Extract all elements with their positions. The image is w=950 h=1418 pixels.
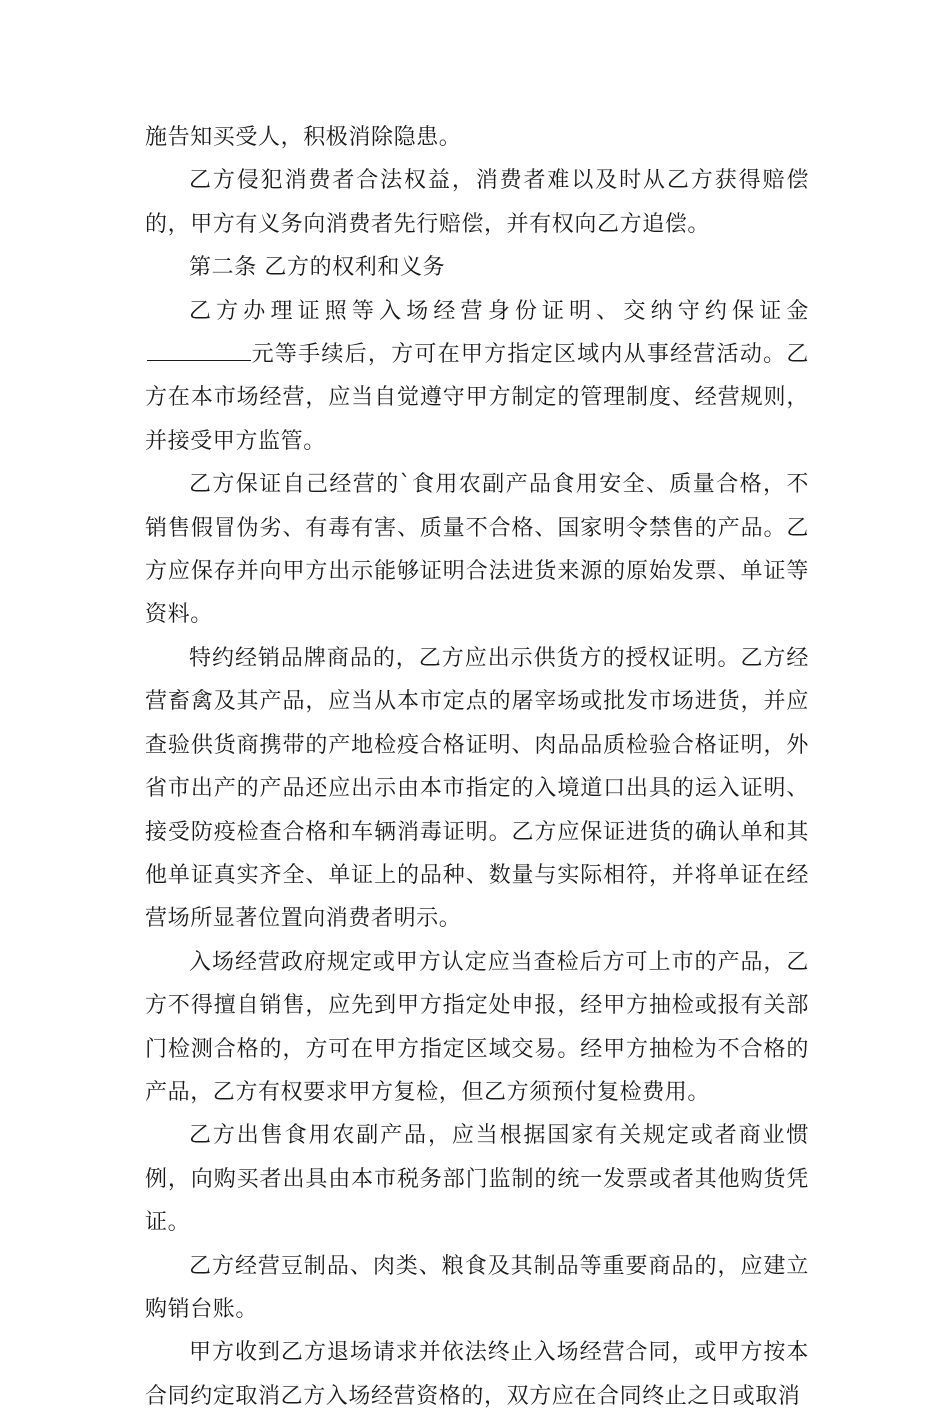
paragraph: 乙方出售食用农副产品，应当根据国家有关规定或者商业惯例，向购买者出具由本市税务部门监制的统一发票或者其他购货凭证。 <box>145 1123 809 1236</box>
paragraph: 乙方侵犯消费者合法权益，消费者难以及时从乙方获得赔偿的，甲方有义务向消费者先行赔偿，并有权向乙方追偿。 <box>145 168 809 237</box>
paragraph: 特约经销品牌商品的，乙方应出示供货方的授权证明。乙方经营畜禽及其产品，应当从本市定点的屠宰场或批发市场进货，并应查验供货商携带的产地检疫合格证明、肉品品质检验合格证明，外省市出产的产品还应出示由本市指定的入境道口出具的运入证明、接受防疫检查合格和车辆消毒证明。乙方应保证进货的确认单和其他单证真实齐全、单证上的品种、数量与实际相符，并将单证在经营场所显著位置向消费者明示。 <box>145 645 809 932</box>
paragraph-with-blank <box>145 290 809 464</box>
paragraph: 入场经营政府规定或甲方认定应当查检后方可上市的产品，乙方不得擅自销售，应先到甲方指定处申报，经甲方抽检或报有关部门检测合格的，方可在甲方指定区域交易。经甲方抽检为不合格的产品，乙方有权要求甲方复检，但乙方须预付复检费用。 <box>145 949 809 1105</box>
paragraph: 乙方经营豆制品、肉类、粮食及其制品等重要商品的，应建立购销台账。 <box>145 1253 809 1322</box>
paragraph-text-after-blank: 元等手续后，方可在甲方指定区域内从事经营活动。乙方在本市场经营，应当自觉遵守甲方制定的管理制度、经营规则，并接受甲方监管。 <box>145 342 809 454</box>
document-body <box>145 116 809 1418</box>
section-heading: 第二条 乙方的权利和义务 <box>189 255 446 281</box>
paragraph: 甲方收到乙方退场请求并依法终止入场经营合同，或甲方按本合同约定取消乙方入场经营资格的，双方应在合同终止之日或取消 <box>145 1340 809 1409</box>
deposit-amount-blank <box>147 340 251 361</box>
paragraph-continuation: 施告知买受人，积极消除隐患。 <box>145 125 462 150</box>
paragraph-text-before-blank: 乙方办理证照等入场经营身份证明、交纳守约保证金 <box>189 298 809 324</box>
paragraph: 乙方保证自己经营的`食用农副产品食用安全、质量合格，不销售假冒伪劣、有毒有害、质量不合格、国家明令禁售的产品。乙方应保存并向甲方出示能够证明合法进货来源的原始发票、单证等资料。 <box>145 472 809 628</box>
